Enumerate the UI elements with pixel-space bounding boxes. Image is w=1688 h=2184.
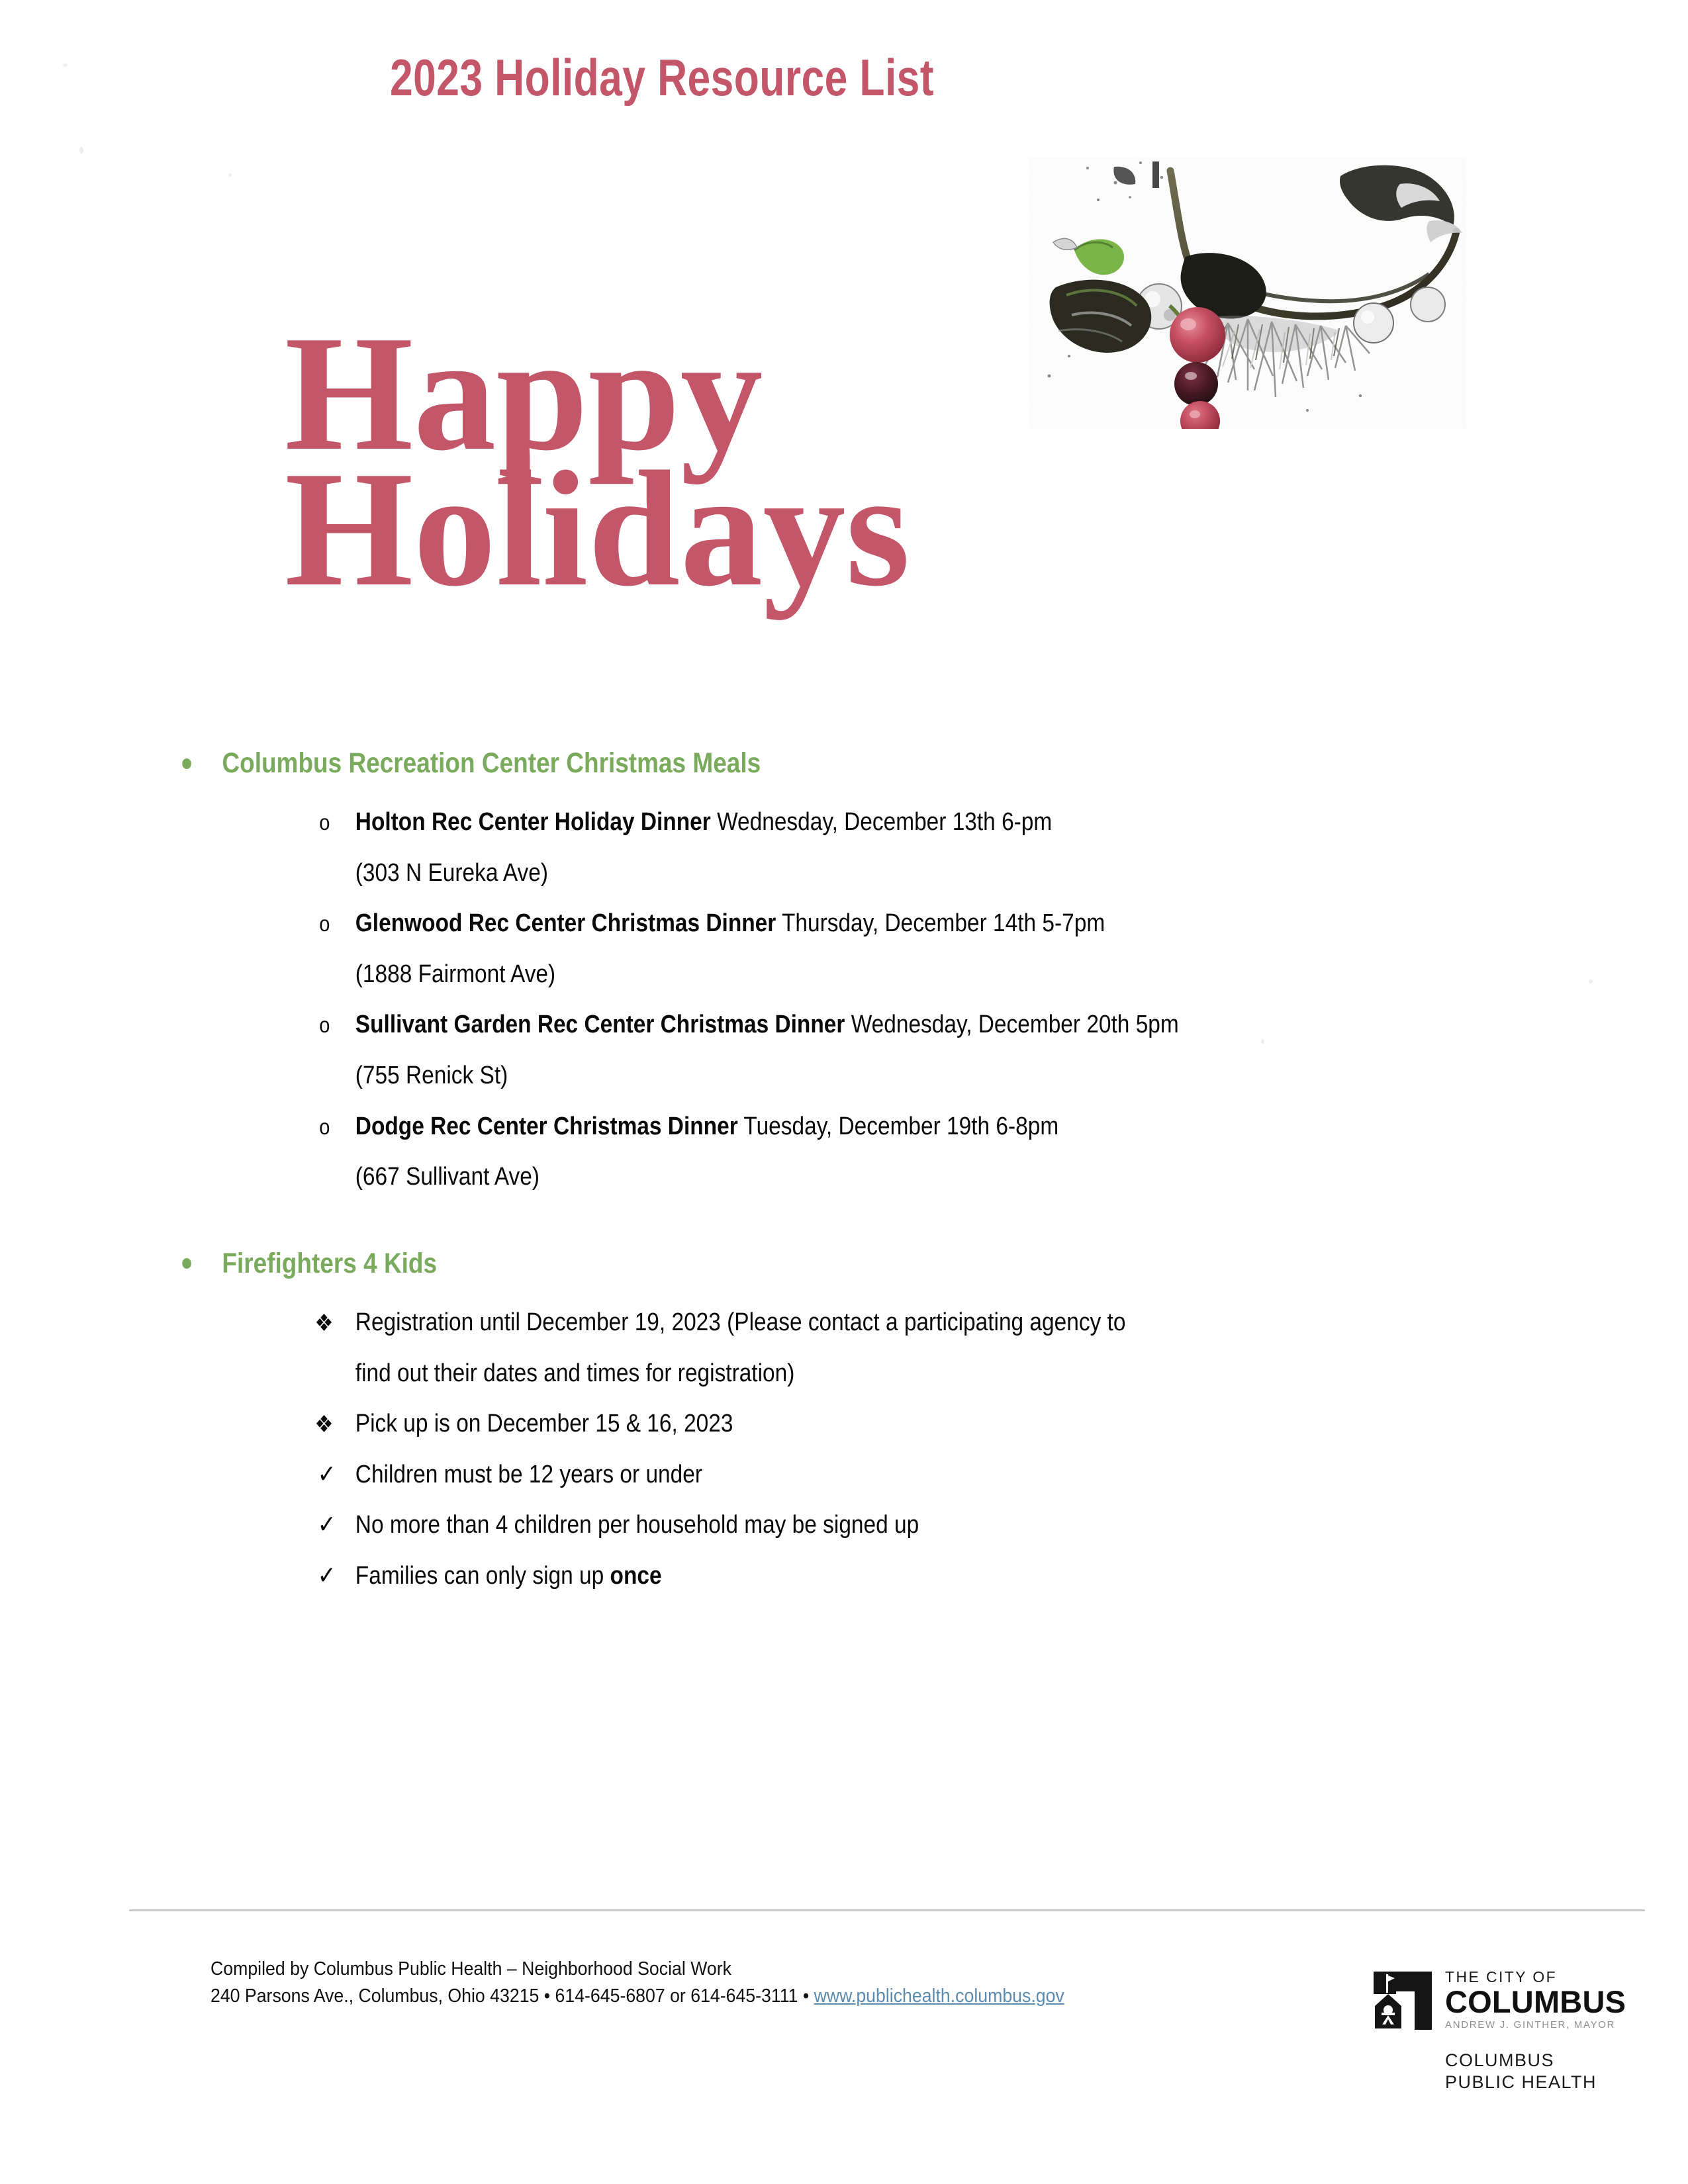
footer-line-2: [211, 1983, 1064, 2010]
spacer: [0, 1438, 1688, 1461]
resource-list-body: [0, 748, 1688, 1590]
happy-holidays-wordart: [285, 302, 980, 662]
list-item-detail: Registration until December 19, 2023 (Please contact a participating agency to: [355, 1308, 1126, 1336]
list-item: [0, 909, 1485, 938]
diamond-bullet-icon: ❖: [314, 1410, 334, 1438]
footer-divider: [129, 1909, 1645, 1911]
cph-line-2: PUBLIC HEALTH: [1445, 2071, 1597, 2092]
scan-speckle: [228, 173, 232, 177]
logo-the-city-of: THE CITY OF: [1445, 1968, 1558, 1985]
city-of-columbus-wordmark: [1445, 1969, 1626, 2031]
holiday-wreath-image: [1029, 158, 1466, 429]
list-item: [0, 808, 1485, 837]
circle-bullet-icon: [182, 758, 191, 769]
spacer: [0, 1337, 1688, 1359]
publichealth-website-link[interactable]: www.publichealth.columbus.gov: [814, 1985, 1064, 2007]
checkmark-bullet-icon: ✓: [317, 1511, 336, 1539]
spacer: [0, 1387, 1688, 1410]
hollow-circle-bullet-icon: o: [319, 1114, 330, 1139]
spacer: [0, 887, 1688, 909]
list-item-detail: Families can only sign up: [355, 1561, 610, 1590]
list-item-detail: Children must be 12 years or under: [355, 1460, 702, 1488]
list-item-title: Holton Rec Center Holiday Dinner: [355, 808, 711, 837]
scan-speckle: [63, 64, 68, 67]
list-item-address-label: (1888 Fairmont Ave): [355, 960, 556, 988]
list-item: [0, 1511, 1485, 1539]
spacer: [0, 1488, 1688, 1511]
footer-address-phone: 240 Parsons Ave., Columbus, Ohio 43215 • 614-645-6807 or 614-645-3111 •: [211, 1985, 814, 2007]
list-item-title: Dodge Rec Center Christmas Dinner: [355, 1112, 738, 1140]
list-item: [0, 1410, 1485, 1438]
section-heading-rec-center-meals: [0, 748, 1452, 779]
hollow-circle-bullet-icon: o: [319, 911, 330, 936]
spacer: [0, 1539, 1688, 1562]
columbus-public-health-logo: [1374, 1969, 1652, 2095]
list-item: [0, 1308, 1485, 1337]
list-item-detail: Wednesday, December 13th 6-pm: [710, 808, 1053, 837]
scan-speckle: [79, 147, 83, 154]
columbus-city-mark-icon: [1374, 1972, 1432, 2030]
city-of-columbus-logo: [1374, 1969, 1652, 2040]
list-item-detail: Wednesday, December 20th 5pm: [845, 1011, 1179, 1039]
list-item-continuation: [0, 1359, 1485, 1388]
logo-columbus: COLUMBUS: [1445, 1984, 1626, 2020]
spacer: [0, 1279, 1688, 1308]
list-item-address: [0, 1062, 1485, 1090]
spacer: [0, 1140, 1688, 1163]
spacer: [0, 1191, 1688, 1248]
diamond-bullet-icon: ❖: [314, 1308, 334, 1336]
columbus-public-health-wordmark: [1445, 2050, 1597, 2093]
wordart-line-happy: Happy: [285, 302, 763, 485]
list-item: [0, 1562, 1485, 1590]
spacer: [0, 938, 1688, 960]
spacer: [0, 779, 1688, 808]
list-item-emphasis: once: [610, 1561, 662, 1590]
list-item-detail: Tuesday, December 19th 6-8pm: [737, 1112, 1059, 1140]
checkmark-bullet-icon: ✓: [317, 1561, 336, 1590]
list-item-address-label: (667 Sullivant Ave): [355, 1163, 540, 1191]
spacer: [0, 837, 1688, 859]
hollow-circle-bullet-icon: o: [319, 1013, 330, 1038]
list-item-title: Sullivant Garden Rec Center Christmas Dinner: [355, 1011, 845, 1039]
section-heading-label: Firefighters 4 Kids: [222, 1247, 438, 1279]
checkmark-bullet-icon: ✓: [317, 1460, 336, 1488]
list-item-detail: Thursday, December 14th 5-7pm: [776, 909, 1105, 938]
hollow-circle-bullet-icon: o: [319, 810, 330, 835]
footer-line-1: Compiled by Columbus Public Health – Neighborhood Social Work: [211, 1958, 731, 1979]
list-item-detail: Pick up is on December 15 & 16, 2023: [355, 1410, 733, 1438]
spacer: [0, 1090, 1688, 1113]
list-item-address-label: (303 N Eureka Ave): [355, 858, 549, 887]
list-item-detail: No more than 4 children per household may be signed up: [355, 1511, 919, 1539]
section-heading-label: Columbus Recreation Center Christmas Meals: [222, 747, 761, 779]
list-item-address: [0, 1163, 1485, 1191]
spacer: [0, 1039, 1688, 1062]
page-title: 2023 Holiday Resource List: [390, 48, 934, 107]
list-item-address: [0, 960, 1485, 989]
cph-line-1: COLUMBUS: [1445, 2050, 1555, 2070]
section-heading-firefighters-4-kids: [0, 1248, 1452, 1279]
spacer: [0, 988, 1688, 1011]
list-item-address: [0, 859, 1485, 887]
list-item-address-label: (755 Renick St): [355, 1062, 508, 1090]
footer-credits: [211, 1956, 1064, 2010]
wordart-line-holidays: Holidays: [285, 437, 910, 621]
list-item: [0, 1461, 1485, 1489]
list-item-title: Glenwood Rec Center Christmas Dinner: [355, 909, 776, 938]
circle-bullet-icon: [182, 1258, 191, 1269]
list-item: [0, 1113, 1485, 1141]
list-item-continuation-label: find out their dates and times for registration): [355, 1359, 795, 1387]
logo-mayor-line: ANDREW J. GINTHER, MAYOR: [1445, 2019, 1616, 2031]
list-item: [0, 1011, 1485, 1039]
